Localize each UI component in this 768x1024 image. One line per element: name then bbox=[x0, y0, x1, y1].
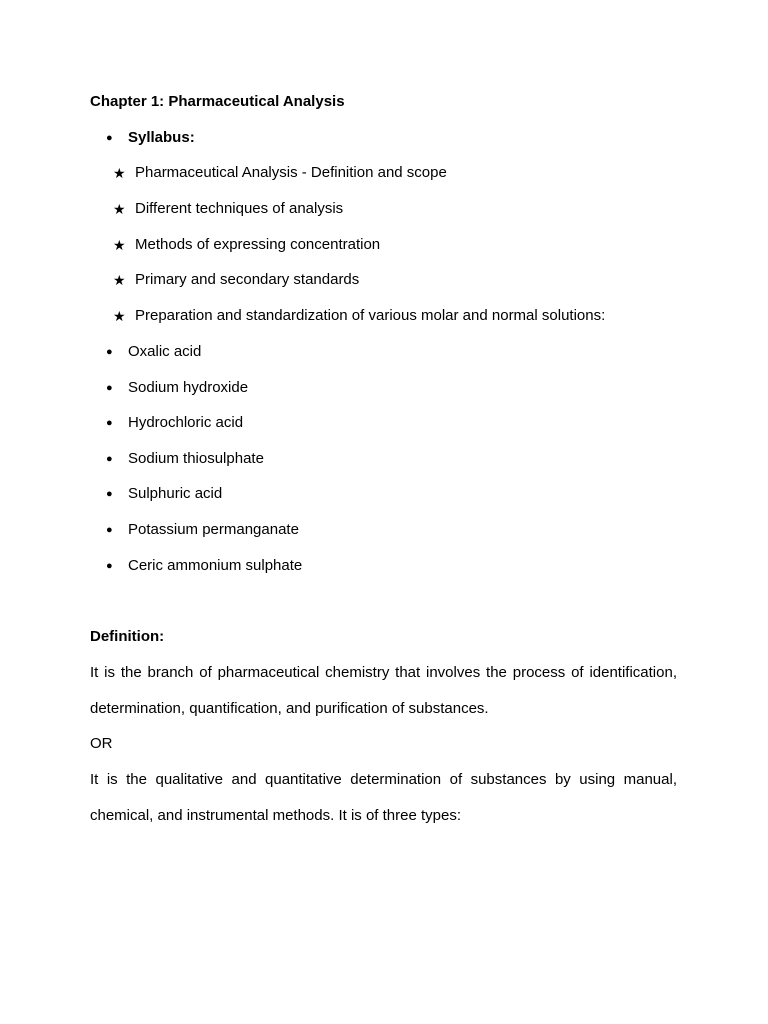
solution-text: Ceric ammonium sulphate bbox=[128, 557, 303, 574]
star-glyph: ★ bbox=[113, 237, 126, 253]
topic-text: Methods of expressing concentration bbox=[135, 236, 381, 253]
topic-text: Different techniques of analysis bbox=[135, 200, 344, 217]
definition-paragraph-1: It is the branch of pharmaceutical chemistry that involves the process of identification, determination, quantification, and purification of substances. bbox=[90, 664, 677, 717]
star-glyph: ★ bbox=[113, 308, 126, 324]
bullet-glyph: ● bbox=[106, 524, 113, 536]
bullet-glyph: ● bbox=[106, 488, 113, 500]
solution-text: Potassium permanganate bbox=[128, 521, 299, 538]
bullet-glyph: ● bbox=[106, 417, 113, 429]
solution-text: Hydrochloric acid bbox=[128, 414, 244, 431]
bullet-glyph: ● bbox=[106, 382, 113, 394]
bullet-glyph: ● bbox=[106, 453, 113, 465]
star-glyph: ★ bbox=[113, 165, 126, 181]
bullet-glyph: ● bbox=[106, 346, 113, 358]
syllabus-label: Syllabus: bbox=[128, 129, 195, 146]
bullet-glyph: ● bbox=[106, 132, 113, 144]
star-glyph: ★ bbox=[113, 201, 126, 217]
definition-paragraph-2: It is the qualitative and quantitative determination of substances by using manual, chemical, and instrumental methods. It is of three types: bbox=[90, 771, 677, 824]
topic-text: Pharmaceutical Analysis - Definition and scope bbox=[135, 164, 447, 181]
or-separator: OR bbox=[90, 735, 113, 752]
definition-heading: Definition: bbox=[90, 628, 165, 645]
chapter-title: Chapter 1: Pharmaceutical Analysis bbox=[90, 93, 345, 110]
topic-text: Primary and secondary standards bbox=[135, 271, 360, 288]
star-glyph: ★ bbox=[113, 272, 126, 288]
bullet-glyph: ● bbox=[106, 560, 113, 572]
solution-text: Sulphuric acid bbox=[128, 485, 223, 502]
solution-text: Sodium hydroxide bbox=[128, 379, 249, 396]
topic-text: Preparation and standardization of various molar and normal solutions: bbox=[135, 307, 606, 324]
solution-text: Sodium thiosulphate bbox=[128, 450, 264, 467]
solution-text: Oxalic acid bbox=[128, 343, 202, 360]
